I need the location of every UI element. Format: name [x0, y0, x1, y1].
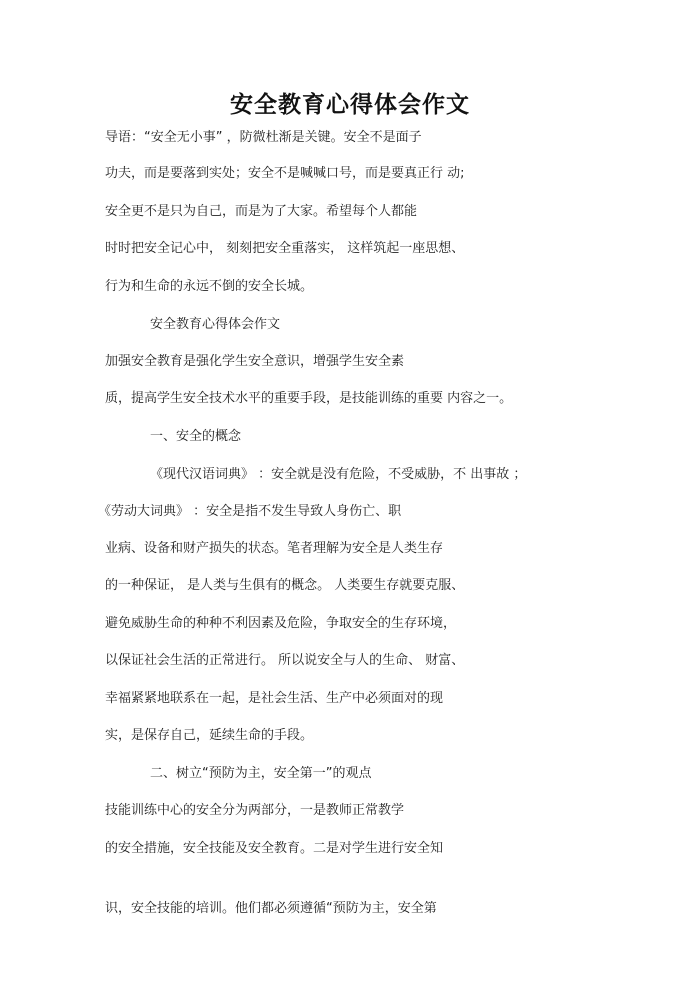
section-heading: 二、树立“预防为主，安全第一”的观点	[150, 766, 372, 781]
paragraph-line: 业病、设备和财产损失的状态。笔者理解为安全是人类生存	[105, 541, 444, 556]
paragraph-line: 导语：“安全无小事” ，防微杜渐是关键。安全不是面子	[105, 130, 422, 145]
paragraph-line: 安全更不是只为自己，而是为了大家。希望每个人都能	[105, 204, 418, 219]
section-heading: 一、安全的概念	[150, 429, 242, 444]
paragraph-line: 时时把安全记心中， 刻刻把安全重落实， 这样筑起一座思想、	[105, 241, 465, 256]
section-heading: 安全教育心得体会作文	[150, 317, 281, 332]
paragraph-line: 《劳动大词典》 ：安全是指不发生导致人身伤亡、职	[98, 504, 402, 519]
document-title: 安全教育心得体会作文	[230, 92, 470, 118]
paragraph-line: 加强安全教育是强化学生安全意识，增强学生安全素	[105, 354, 405, 369]
paragraph-line: 实，是保存自己，延续生命的手段。	[105, 728, 314, 743]
paragraph-line: 的一种保证， 是人类与生俱有的概念。 人类要生存就要克服、	[105, 578, 465, 593]
paragraph-line: 功夫，而是要落到实处；安全不是喊喊口号，而是要真正行 动;	[105, 166, 465, 181]
paragraph-line: 行为和生命的永远不倒的安全长城。	[105, 279, 314, 294]
paragraph-line: 技能训练中心的安全分为两部分，一是教师正常教学	[105, 803, 405, 818]
paragraph-line: 识，安全技能的培训。他们都必须遵循“预防为主，安全第	[105, 901, 437, 916]
paragraph-line: 幸福紧紧地联系在一起，是社会生活、生产中必须面对的现	[105, 691, 444, 706]
paragraph-line: 质，提高学生安全技术水平的重要手段，是技能训练的重要 内容之一。	[105, 391, 513, 406]
paragraph-line: 以保证社会生活的正常进行。 所以说安全与人的生命、 财富、	[105, 653, 465, 668]
paragraph-line: 《现代汉语词典》 ：安全就是没有危险，不受威胁，不 出事故 ；	[150, 467, 527, 482]
paragraph-line: 的安全措施，安全技能及安全教育。二是对学生进行安全知	[105, 841, 444, 856]
paragraph-line: 避免威胁生命的种种不利因素及危险，争取安全的生存环境，	[105, 616, 457, 631]
